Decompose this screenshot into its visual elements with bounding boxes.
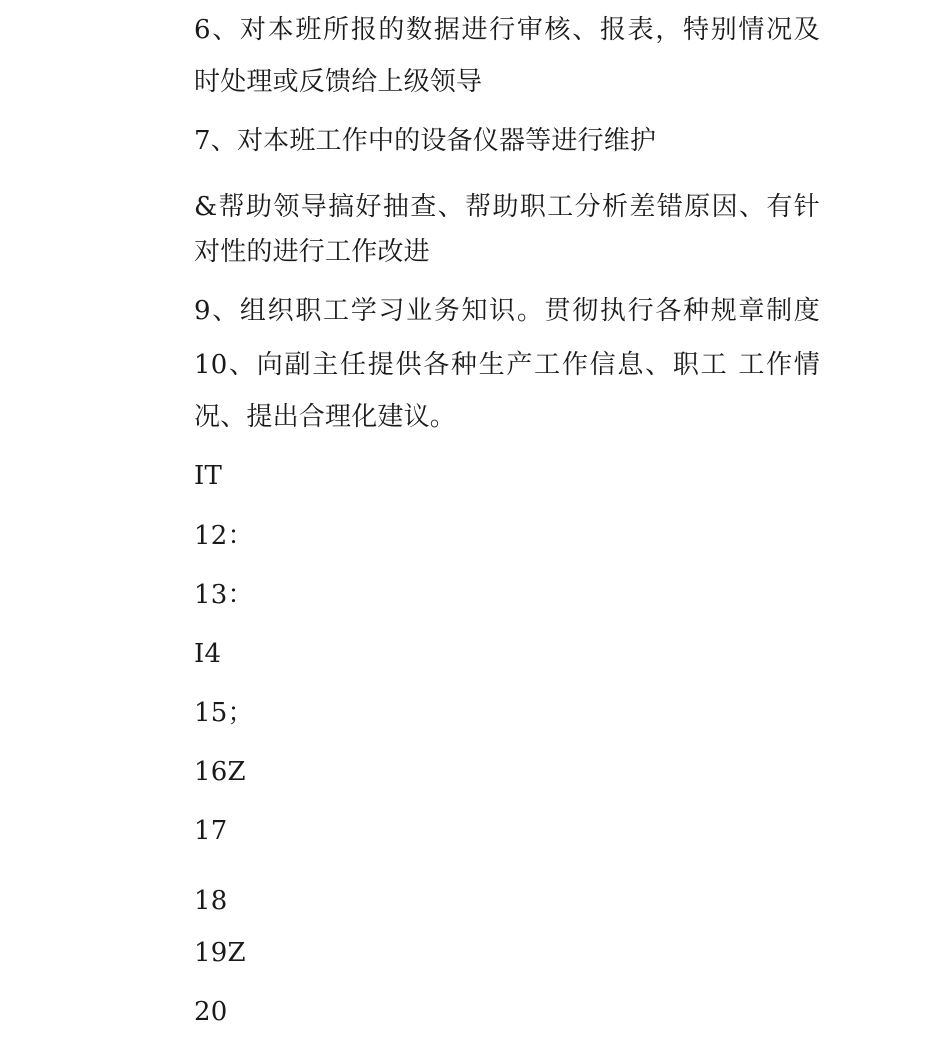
text-line-7: 7、对本班工作中的设备仪器等进行维护: [194, 126, 657, 156]
text-line-10b: 况、提出合理化建议。: [194, 402, 457, 432]
list-number-14: I4: [194, 639, 222, 669]
list-number-12: 12：: [194, 521, 254, 551]
list-number-19: 19Z: [194, 938, 246, 968]
list-number-20: 20: [194, 997, 228, 1027]
text-line-9: 9、组织职工学习业务知识。贯彻执行各种规章制度: [194, 296, 820, 326]
list-number-16: 16Z: [194, 757, 246, 787]
text-line-8a: &帮助领导搞好抽查、帮助职工分析差错原因、有针: [194, 192, 820, 222]
list-number-17: 17: [194, 816, 228, 846]
list-number-13: 13：: [194, 580, 254, 610]
text-line-8b: 对性的进行工作改进: [194, 237, 430, 267]
list-number-15: 15；: [194, 698, 254, 728]
text-line-6b: 时处理或反馈给上级领导: [194, 67, 483, 97]
text-line-10a: 10、向副主任提供各种生产工作信息、职工 工作情: [194, 350, 820, 380]
text-line-6a: 6、对本班所报的数据进行审核、报表，特别情况及: [194, 15, 820, 45]
list-number-18: 18: [194, 886, 228, 916]
list-number-11: IT: [194, 461, 223, 491]
